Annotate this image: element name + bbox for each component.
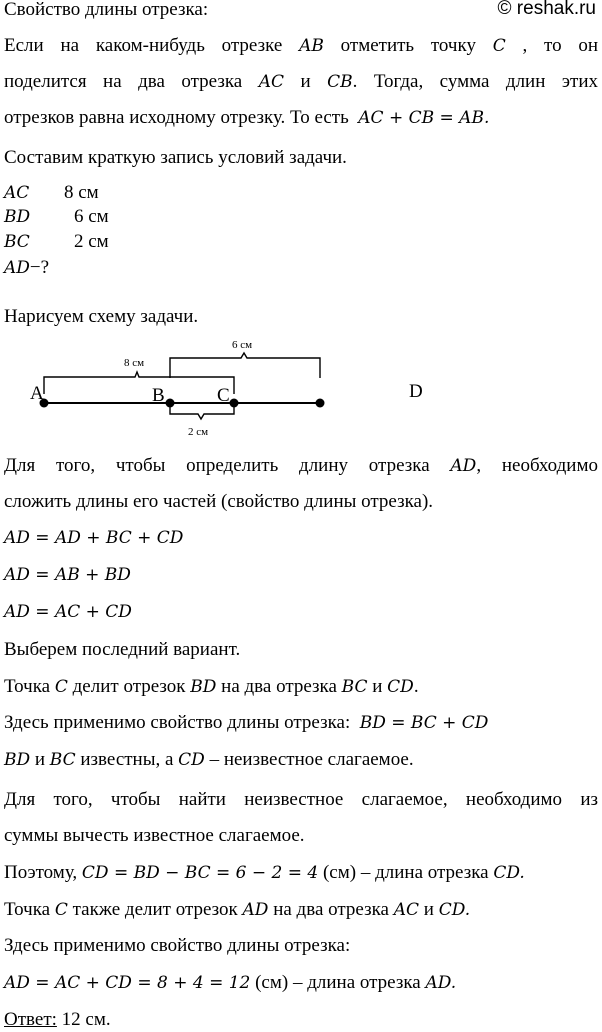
- scheme-intro: Нарисуем схему задачи.: [4, 306, 199, 327]
- condition-bc: BC 2 см: [4, 231, 109, 252]
- property-line-3: отрезков равна исходному отрезку. То есть AC + CB = AB.: [4, 107, 490, 128]
- answer-label: Ответ:: [4, 1009, 57, 1030]
- property-bd: Здесь применимо свойство длины отрезка: BD = BC + CD: [4, 712, 489, 733]
- short-intro: Составим краткую запись условий задачи.: [4, 147, 347, 168]
- point-c-divides-bd: Точка C делит отрезок BD на два отрезка BC и CD.: [4, 676, 419, 697]
- label-c: C: [217, 385, 230, 406]
- brace-ac: [44, 372, 234, 394]
- brace-bc: [170, 406, 234, 419]
- known-unknown: BD и BC известны, а CD – неизвестное слагаемое.: [4, 749, 414, 770]
- condition-ad: AD−?: [4, 257, 50, 278]
- label-a: A: [30, 383, 44, 404]
- answer-value: 12 см.: [61, 1009, 111, 1030]
- label-d: D: [409, 381, 423, 402]
- equation-3: AD = AC + CD: [4, 602, 132, 622]
- condition-bd: BD 6 см: [4, 206, 109, 227]
- brace-bd: [170, 353, 320, 378]
- equation-1: AD = AD + BC + CD: [4, 528, 184, 548]
- point-c-divides-ad: Точка C также делит отрезок AD на два отрезка AC и CD.: [4, 899, 471, 920]
- choose-line: Выберем последний вариант.: [4, 639, 241, 660]
- rule-line-2: суммы вычесть известное слагаемое.: [4, 825, 305, 846]
- explanation-line-1: Для того, чтобы определить длину отрезка AD, необходимо: [4, 455, 598, 476]
- answer: [4, 1008, 111, 1032]
- watermark: © reshak.ru: [497, 0, 596, 19]
- equation-2: AD = AB + BD: [4, 565, 131, 585]
- property-ad-intro: Здесь применимо свойство длины отрезка:: [4, 935, 351, 956]
- property-line-1: Если на каком-нибудь отрезке AB отметить точку C , то он: [4, 35, 599, 56]
- cd-calculation: Поэтому, CD = BD − BC = 6 − 2 = 4 (см) – длина отрезка CD.: [4, 862, 525, 883]
- explanation-line-2: сложить длины его частей (свойство длины отрезка).: [4, 491, 434, 512]
- rule-line-1: Для того, чтобы найти неизвестное слагаемое, необходимо из: [4, 789, 598, 810]
- ad-calculation: AD = AC + CD = 8 + 4 = 12 (см) – длина отрезка AD.: [4, 972, 457, 993]
- page-title: Свойство длины отрезка:: [4, 0, 209, 20]
- label-b: B: [152, 385, 165, 406]
- condition-ac: AC 8 см: [4, 182, 99, 203]
- brace-bd-label: 6 см: [232, 339, 253, 351]
- brace-ac-label: 8 см: [124, 357, 145, 369]
- point-d: [316, 399, 325, 408]
- property-line-2: поделится на два отрезка AC и CB. Тогда, сумма длин этих: [4, 71, 598, 92]
- segment-diagram: [0, 330, 602, 440]
- brace-bc-label: 2 см: [188, 426, 209, 438]
